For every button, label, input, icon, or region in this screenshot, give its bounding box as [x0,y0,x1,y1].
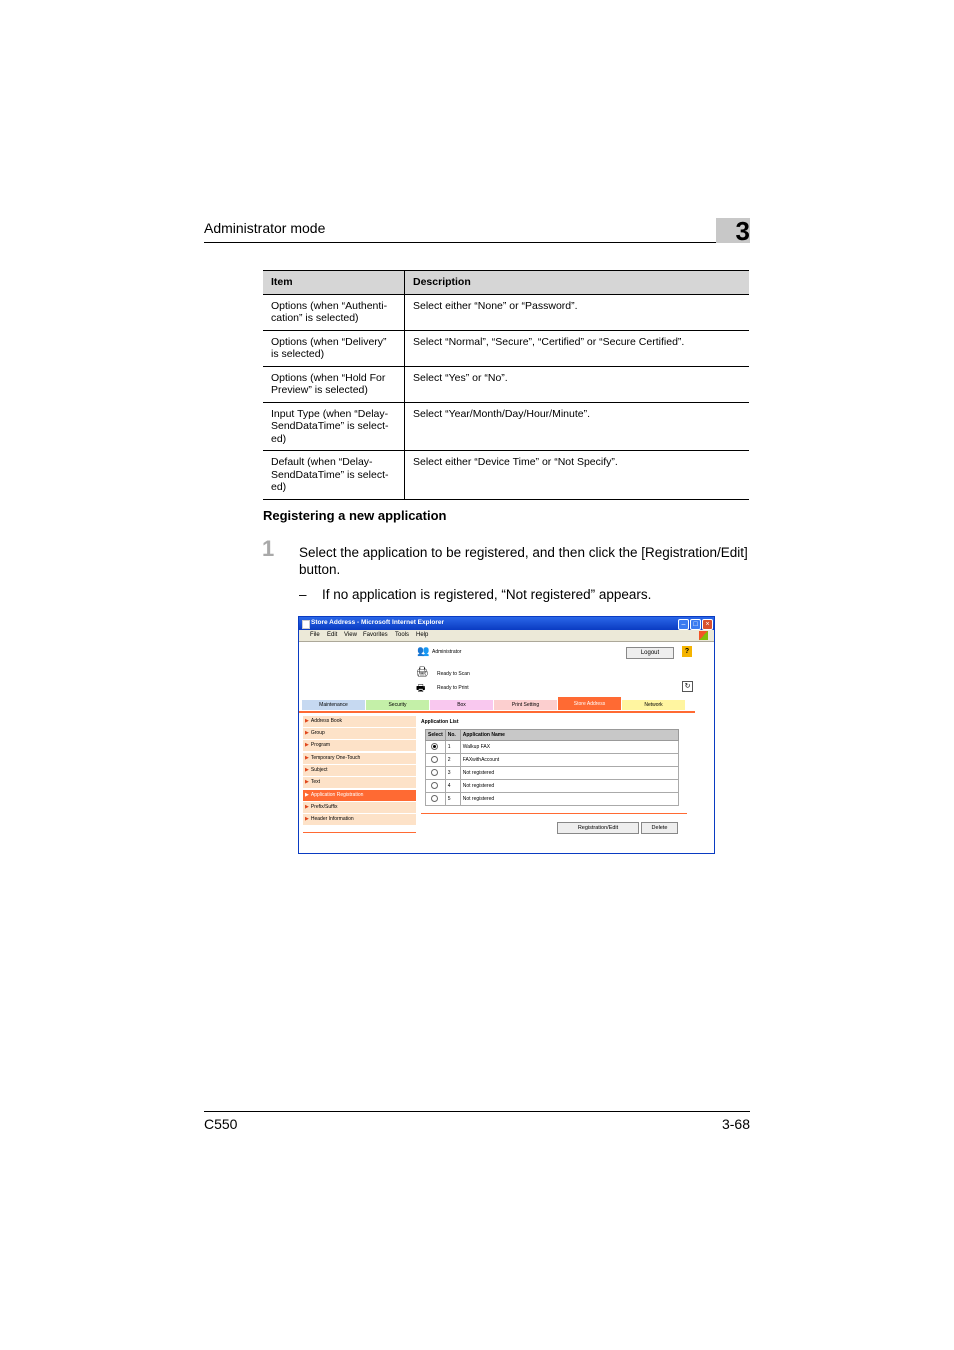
arrow-icon: ▶ [305,767,309,773]
tab-store-address[interactable]: Store Address [558,697,621,710]
menu-view[interactable]: View [344,632,357,638]
sidebar-item-label: Address Book [310,718,342,724]
sidebar-item-temporary-one-touch[interactable] [303,753,416,765]
table-row [263,402,749,451]
arrow-icon: ▶ [305,755,309,761]
menu-file[interactable]: File [310,632,320,638]
number-cell: 3 [445,767,460,780]
application-name-cell: FAXwithAccount [460,754,678,767]
note-dash: – [299,587,307,602]
application-list-table [425,729,679,806]
maximize-icon[interactable]: □ [690,619,701,630]
table-row [426,741,679,754]
number-cell: 1 [445,741,460,754]
tab-network[interactable]: Network [622,700,685,710]
application-list-title: Application List [421,719,459,725]
header-rule [204,242,750,243]
sidebar-item-label: Prefix/Suffix [310,804,338,810]
number-cell: 5 [445,793,460,806]
sidebar-item-group[interactable] [303,728,416,740]
table-row [426,793,679,806]
minimize-icon[interactable]: – [678,619,689,630]
footer-page-number: 3-68 [721,1116,750,1132]
step-note: If no application is registered, “Not registered” appears. [322,587,652,602]
table-row [263,330,749,366]
arrow-icon: ▶ [305,730,309,736]
printer-icon: 🖶 [416,683,426,694]
select-cell [426,780,446,793]
footer-model: C550 [204,1116,238,1132]
sidebar-item-application-registration[interactable] [303,790,416,802]
select-cell [426,741,446,754]
administrator-label: Administrator [432,649,462,655]
arrow-icon: ▶ [305,779,309,785]
column-header-item: Item [263,271,405,295]
table-row [263,294,749,330]
application-name-cell: Not registered [460,767,678,780]
menu-tools[interactable]: Tools [395,632,410,638]
sidebar-item-label: Program [310,742,331,748]
application-name-cell: Walkup FAX [460,741,678,754]
step-number: 1 [262,536,275,561]
arrow-icon: ▶ [305,804,309,810]
description-cell: Select “Year/Month/Day/Hour/Minute”. [405,402,750,451]
table-row [426,780,679,793]
scanner-icon: 🖨 [416,667,429,678]
menu-divider [299,641,714,642]
browser-screenshot [298,616,715,854]
application-name-cell: Not registered [460,780,678,793]
sidebar-item-address-book[interactable] [303,716,416,728]
select-cell [426,767,446,780]
sidebar-item-prefix-suffix[interactable] [303,802,416,814]
list-header-row [426,730,679,741]
close-icon[interactable]: × [702,619,713,630]
description-cell: Select either “Device Time” or “Not Specify”. [405,451,750,500]
window-titlebar [299,617,714,630]
number-cell: 2 [445,754,460,767]
options-table [263,270,749,500]
column-header-select: Select [426,730,446,741]
arrow-icon: ▶ [305,742,309,748]
sidebar-item-subject[interactable] [303,765,416,777]
menu-help[interactable]: Help [416,632,429,638]
sidebar-item-label: Application Registration [310,792,364,798]
column-header-description: Description [405,271,750,295]
registration-edit-button[interactable]: Registration/Edit [557,822,639,834]
application-name-cell: Not registered [460,793,678,806]
description-cell: Select “Yes” or “No”. [405,366,750,402]
radio-button[interactable] [431,782,438,789]
tab-box[interactable]: Box [430,700,493,710]
delete-button[interactable]: Delete [641,822,678,834]
list-bottom-rule [421,813,687,814]
section-title: Registering a new application [263,508,447,523]
select-cell [426,754,446,767]
sidebar-item-label: Temporary One-Touch [310,755,361,761]
description-cell: Select “Normal”, “Secure”, “Certified” or “Secure Certified”. [405,330,750,366]
sidebar-item-text[interactable] [303,777,416,789]
menu-bar [299,630,714,641]
running-header: Administrator mode [204,220,326,236]
table-row [263,451,749,500]
table-row [426,767,679,780]
number-cell: 4 [445,780,460,793]
table-row [263,366,749,402]
administrator-icon: 👥 [417,646,430,657]
arrow-icon: ▶ [305,816,309,822]
table-row [426,754,679,767]
scan-status: Ready to Scan [437,671,470,677]
select-cell [426,793,446,806]
step-text: Select the application to be registered, and then click the [Registration/Edit] button. [299,545,748,577]
sidebar-item-label: Subject [310,767,328,773]
sidebar-item-header-information[interactable] [303,814,416,826]
logout-button[interactable]: Logout [626,647,674,659]
radio-button[interactable] [431,756,438,763]
radio-button[interactable] [431,795,438,802]
refresh-icon[interactable]: ↻ [682,681,693,692]
arrow-icon: ▶ [305,792,309,798]
sidebar-bottom-rule [303,832,416,833]
tab-security[interactable]: Security [366,700,429,710]
ie-page-icon [302,620,310,629]
tab-print-setting[interactable]: Print Setting [494,700,557,710]
radio-button[interactable] [431,743,438,750]
sidebar-item-label: Text [310,779,321,785]
item-cell: Options (when “Delivery” is selected) [263,330,405,366]
chapter-number: 3 [735,216,750,246]
column-header-application-name: Application Name [460,730,678,741]
window-title: Store Address - Microsoft Internet Explorer [311,619,445,626]
help-icon[interactable]: ? [682,646,692,657]
windows-logo-icon [699,631,708,640]
item-cell: Default (when “Delay-SendDataTime” is select-ed) [263,451,405,500]
sidebar-item-label: Group [310,730,325,736]
sidebar-item-program[interactable] [303,740,416,752]
print-status: Ready to Print [437,685,469,691]
arrow-icon: ▶ [305,718,309,724]
item-cell: Options (when “Hold For Preview” is selected) [263,366,405,402]
radio-button[interactable] [431,769,438,776]
tab-underline [299,711,695,713]
tab-maintenance[interactable]: Maintenance [302,700,365,710]
menu-edit[interactable]: Edit [327,632,338,638]
sidebar-item-label: Header Information [310,816,354,822]
description-cell: Select either “None” or “Password”. [405,294,750,330]
column-header-no: No. [445,730,460,741]
footer-rule [204,1111,750,1112]
table-header-row [263,271,749,295]
menu-favorites[interactable]: Favorites [363,632,388,638]
item-cell: Input Type (when “Delay-SendDataTime” is select-ed) [263,402,405,451]
item-cell: Options (when “Authenti-cation” is selected) [263,294,405,330]
